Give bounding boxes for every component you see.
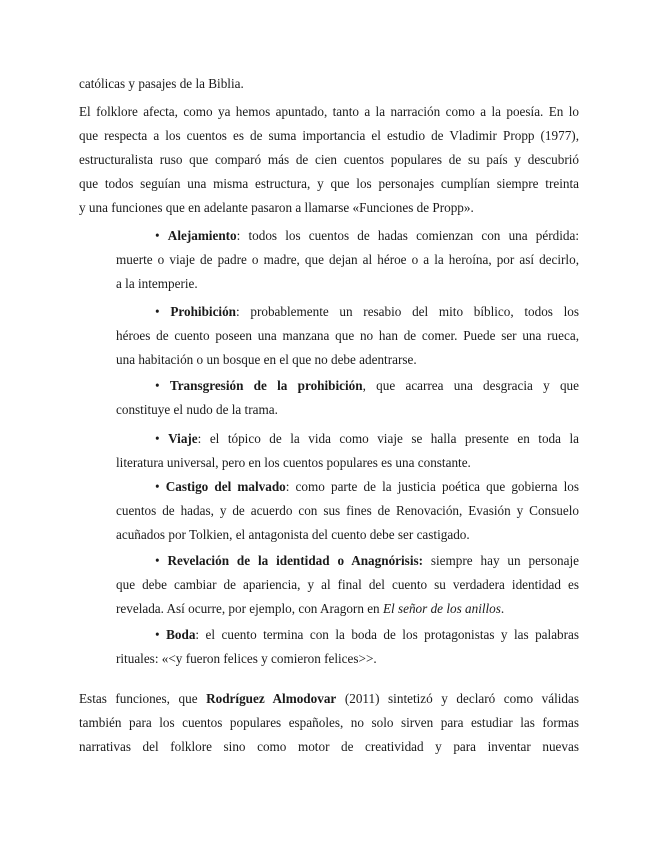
list-item-line: una habitación o un bosque en el que no debe adentrarse.: [116, 352, 417, 367]
bullet: •: [155, 228, 160, 243]
list-item-boda: • Boda: el cuento termina con la boda de los protagonistas y las palabras: [155, 627, 580, 642]
list-term: Transgresión de la prohibición: [169, 378, 363, 393]
list-item-line: que debe cambiar de apariencia, y al final del cuento su verdadera identidad es: [116, 577, 579, 592]
list-item-viaje: • Viaje: el tópico de la vida como viaje se halla presente en toda la: [155, 431, 579, 446]
list-item-line: revelada. Así ocurre, por ejemplo, con Aragorn en El señor de los anillos.: [116, 601, 505, 616]
paragraph-line: católicas y pasajes de la Biblia.: [79, 76, 244, 91]
list-item-line: acuñados por Tolkien, el antagonista del cuento debe ser castigado.: [116, 527, 470, 542]
list-item-alejamiento: • Alejamiento: todos los cuentos de hadas comienzan con una pérdida:: [155, 228, 579, 243]
list-term: Revelación de la identidad o Anagnórisis:: [167, 553, 424, 568]
bullet: •: [155, 304, 160, 319]
paragraph-line: también para los cuentos populares españoles, no solo sirven para estudiar las formas: [79, 715, 579, 730]
list-item-line: rituales: «<y fueron felices y comieron felices>>.: [116, 651, 377, 666]
bullet: •: [155, 627, 160, 642]
list-item-line: muerte o viaje de padre o madre, que dejan al héroe o a la heroína, por así decirlo,: [116, 252, 579, 267]
list-item-line: héroes de cuento poseen una manzana que no han de comer. Puede ser una rueca,: [116, 328, 579, 343]
list-item-revelacion: • Revelación de la identidad o Anagnórisis: siempre hay un personaje: [155, 553, 579, 568]
list-item-prohibicion: • Prohibición: probablemente un resabio del mito bíblico, todos los: [155, 304, 579, 319]
paragraph-line: narrativas del folklore sino como motor de creatividad y para inventar nuevas: [79, 739, 579, 754]
paragraph-line: Estas funciones, que Rodríguez Almodovar (2011) sintetizó y declaró como válidas: [79, 691, 579, 706]
paragraph-line: estructuralista ruso que comparó más de cien cuentos populares de su país y descubrió: [79, 152, 579, 167]
paragraph-line: El folklore afecta, como ya hemos apuntado, tanto a la narración como a la poesía. En lo: [79, 104, 579, 119]
bullet: •: [155, 553, 160, 568]
list-item-line: literatura universal, pero en los cuentos populares es una constante.: [116, 455, 471, 470]
list-term: Prohibición: [170, 304, 237, 319]
bullet: •: [155, 431, 160, 446]
list-term: Viaje: [168, 431, 198, 446]
bullet: •: [155, 479, 160, 494]
book-title: El señor de los anillos: [382, 601, 501, 616]
list-item-castigo: • Castigo del malvado: como parte de la justicia poética que gobierna los: [155, 479, 580, 494]
list-term: Boda: [166, 627, 196, 642]
list-term: Alejamiento: [167, 228, 237, 243]
paragraph-line: que respecta a los cuentos es de suma importancia el estudio de Vladimir Propp (1977),: [79, 128, 579, 143]
author-name: Rodríguez Almodovar: [206, 691, 337, 706]
list-item-transgresion: • Transgresión de la prohibición, que acarrea una desgracia y que: [155, 378, 579, 393]
list-item-line: cuentos de hadas, y de acuerdo con sus fines de Renovación, Evasión y Consuelo: [116, 503, 579, 518]
paragraph-line: que todos seguían una misma estructura, y que los personajes cumplían siempre treinta: [79, 176, 579, 191]
list-term: Castigo del malvado: [165, 479, 286, 494]
bullet: •: [155, 378, 160, 393]
paragraph-line: y una funciones que en adelante pasaron a llamarse «Funciones de Propp».: [79, 200, 474, 215]
list-item-line: constituye el nudo de la trama.: [116, 402, 278, 417]
list-item-line: a la intemperie.: [116, 276, 198, 291]
